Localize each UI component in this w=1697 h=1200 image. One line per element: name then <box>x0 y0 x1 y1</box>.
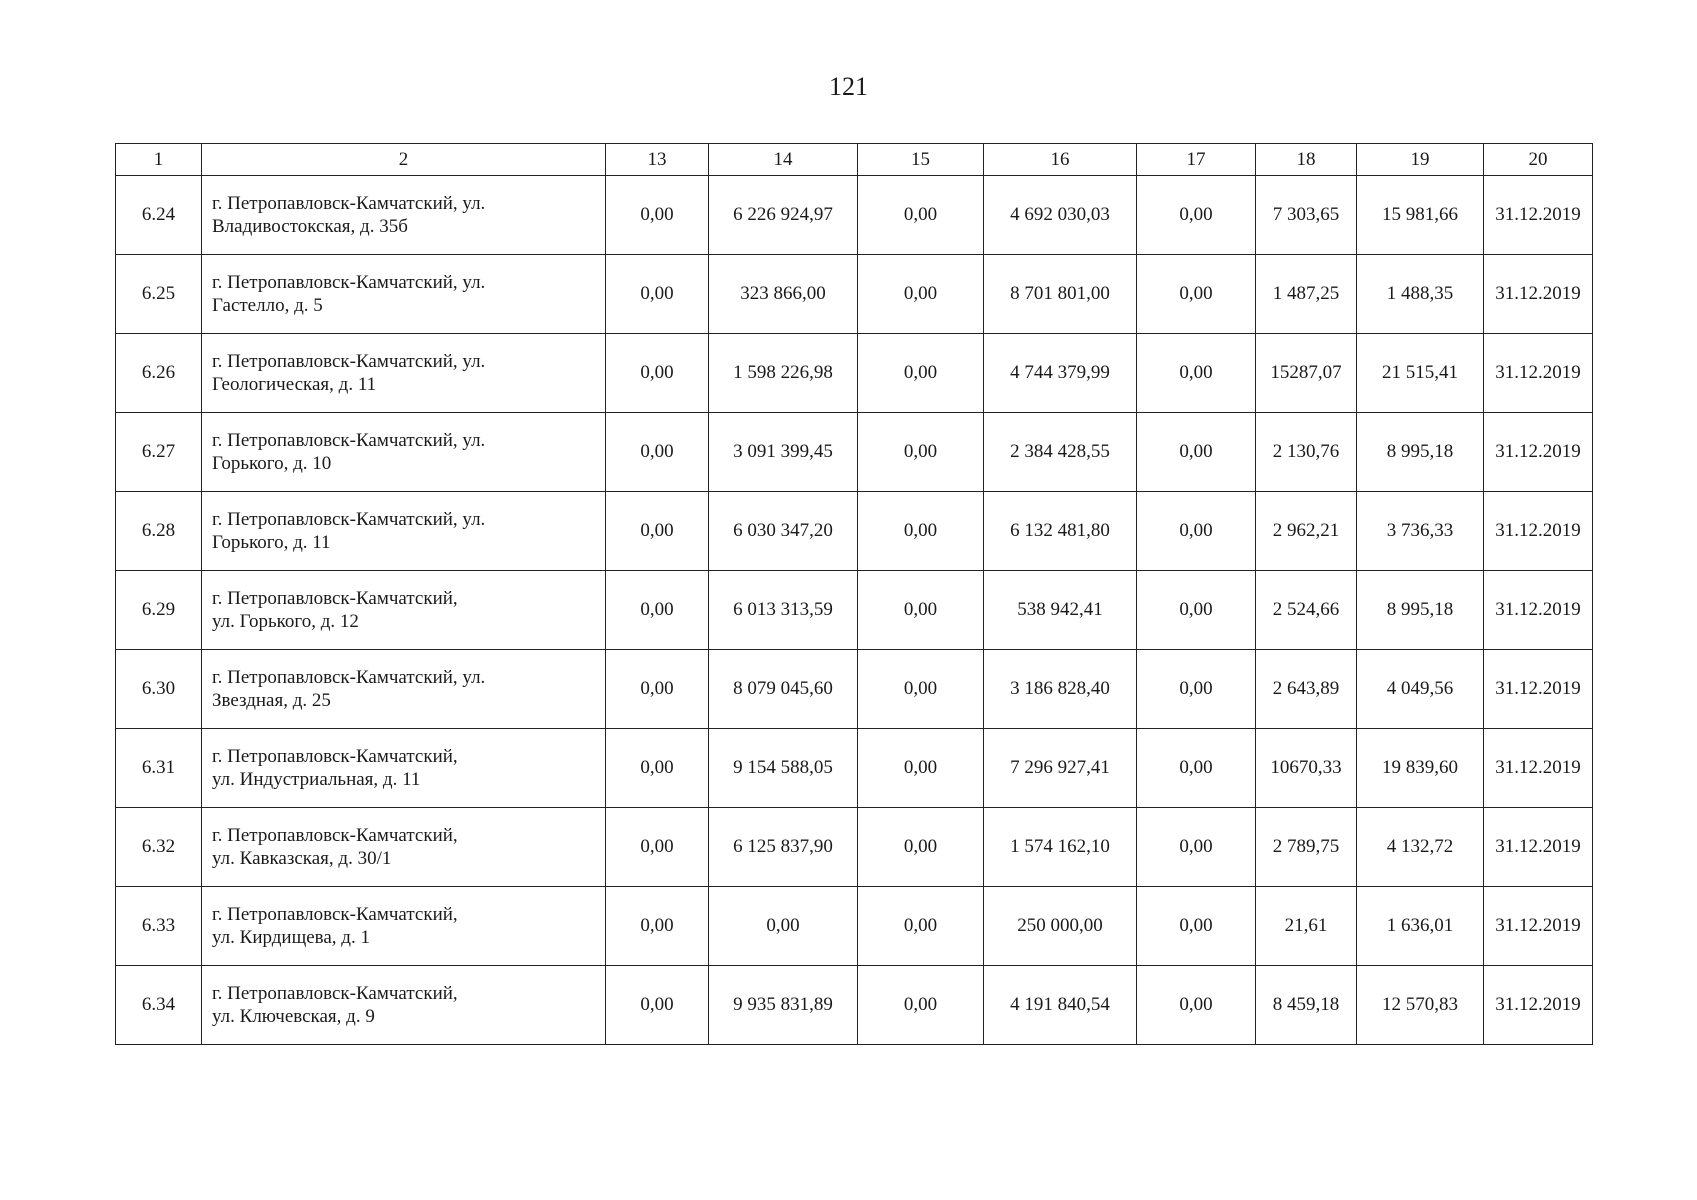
address-line: г. Петропавловск-Камчатский, ул. <box>212 193 486 214</box>
value-cell-16: 538 942,41 <box>984 571 1137 650</box>
value-cell-18: 7 303,65 <box>1256 176 1357 255</box>
row-number-cell: 6.25 <box>116 255 202 334</box>
value-cell-13: 0,00 <box>606 492 709 571</box>
address-cell <box>202 413 606 492</box>
value-cell-19: 21 515,41 <box>1357 334 1484 413</box>
address-line: г. Петропавловск-Камчатский, ул. <box>212 667 486 688</box>
address-cell <box>202 808 606 887</box>
row-number-cell: 6.30 <box>116 650 202 729</box>
value-cell-19: 4 049,56 <box>1357 650 1484 729</box>
value-cell-13: 0,00 <box>606 650 709 729</box>
value-cell-13: 0,00 <box>606 255 709 334</box>
value-cell-14: 1 598 226,98 <box>709 334 858 413</box>
value-cell-13: 0,00 <box>606 808 709 887</box>
address-line: г. Петропавловск-Камчатский, <box>212 983 458 1004</box>
value-cell-16: 7 296 927,41 <box>984 729 1137 808</box>
value-cell-17: 0,00 <box>1137 334 1256 413</box>
table-row <box>116 729 1593 808</box>
value-cell-19: 15 981,66 <box>1357 176 1484 255</box>
address-line: г. Петропавловск-Камчатский, ул. <box>212 351 486 372</box>
address-cell <box>202 255 606 334</box>
column-header: 19 <box>1357 144 1484 176</box>
value-cell-13: 0,00 <box>606 966 709 1045</box>
value-cell-20: 31.12.2019 <box>1484 650 1593 729</box>
row-number-cell: 6.34 <box>116 966 202 1045</box>
address-line: г. Петропавловск-Камчатский, ул. <box>212 430 486 451</box>
value-cell-15: 0,00 <box>858 492 984 571</box>
row-number-cell: 6.24 <box>116 176 202 255</box>
value-cell-16: 6 132 481,80 <box>984 492 1137 571</box>
column-header: 1 <box>116 144 202 176</box>
address-line: Горького, д. 10 <box>212 453 332 474</box>
address-cell <box>202 492 606 571</box>
value-cell-18: 2 962,21 <box>1256 492 1357 571</box>
column-header: 2 <box>202 144 606 176</box>
value-cell-18: 2 643,89 <box>1256 650 1357 729</box>
value-cell-14: 6 125 837,90 <box>709 808 858 887</box>
value-cell-15: 0,00 <box>858 887 984 966</box>
value-cell-20: 31.12.2019 <box>1484 571 1593 650</box>
address-line: ул. Кавказская, д. 30/1 <box>212 848 392 869</box>
value-cell-17: 0,00 <box>1137 808 1256 887</box>
address-line: Горького, д. 11 <box>212 532 331 553</box>
row-number-cell: 6.32 <box>116 808 202 887</box>
value-cell-18: 1 487,25 <box>1256 255 1357 334</box>
address-cell <box>202 334 606 413</box>
table-row <box>116 334 1593 413</box>
value-cell-14: 9 935 831,89 <box>709 966 858 1045</box>
value-cell-15: 0,00 <box>858 808 984 887</box>
table-row <box>116 255 1593 334</box>
value-cell-17: 0,00 <box>1137 729 1256 808</box>
row-number-cell: 6.33 <box>116 887 202 966</box>
header-row <box>116 144 1593 176</box>
value-cell-20: 31.12.2019 <box>1484 492 1593 571</box>
value-cell-20: 31.12.2019 <box>1484 729 1593 808</box>
value-cell-13: 0,00 <box>606 176 709 255</box>
value-cell-17: 0,00 <box>1137 571 1256 650</box>
value-cell-19: 8 995,18 <box>1357 571 1484 650</box>
value-cell-20: 31.12.2019 <box>1484 808 1593 887</box>
value-cell-17: 0,00 <box>1137 255 1256 334</box>
address-line: Звездная, д. 25 <box>212 690 331 711</box>
value-cell-15: 0,00 <box>858 571 984 650</box>
address-line: ул. Кирдищева, д. 1 <box>212 927 370 948</box>
value-cell-16: 4 692 030,03 <box>984 176 1137 255</box>
value-cell-14: 8 079 045,60 <box>709 650 858 729</box>
value-cell-13: 0,00 <box>606 334 709 413</box>
value-cell-20: 31.12.2019 <box>1484 887 1593 966</box>
value-cell-20: 31.12.2019 <box>1484 255 1593 334</box>
row-number-cell: 6.28 <box>116 492 202 571</box>
value-cell-17: 0,00 <box>1137 413 1256 492</box>
page-number: 121 <box>829 72 868 101</box>
value-cell-19: 4 132,72 <box>1357 808 1484 887</box>
data-table <box>115 143 1593 1045</box>
table-row <box>116 808 1593 887</box>
value-cell-14: 0,00 <box>709 887 858 966</box>
value-cell-19: 19 839,60 <box>1357 729 1484 808</box>
table-row <box>116 887 1593 966</box>
value-cell-20: 31.12.2019 <box>1484 176 1593 255</box>
table-row <box>116 650 1593 729</box>
value-cell-13: 0,00 <box>606 729 709 808</box>
value-cell-18: 2 130,76 <box>1256 413 1357 492</box>
value-cell-15: 0,00 <box>858 729 984 808</box>
address-cell <box>202 571 606 650</box>
value-cell-16: 250 000,00 <box>984 887 1137 966</box>
column-header: 15 <box>858 144 984 176</box>
value-cell-14: 6 226 924,97 <box>709 176 858 255</box>
value-cell-18: 15287,07 <box>1256 334 1357 413</box>
address-line: г. Петропавловск-Камчатский, ул. <box>212 272 486 293</box>
value-cell-17: 0,00 <box>1137 176 1256 255</box>
table-row <box>116 176 1593 255</box>
address-line: г. Петропавловск-Камчатский, <box>212 904 458 925</box>
address-cell <box>202 176 606 255</box>
value-cell-14: 3 091 399,45 <box>709 413 858 492</box>
value-cell-15: 0,00 <box>858 334 984 413</box>
value-cell-14: 9 154 588,05 <box>709 729 858 808</box>
value-cell-19: 1 636,01 <box>1357 887 1484 966</box>
value-cell-19: 12 570,83 <box>1357 966 1484 1045</box>
value-cell-16: 2 384 428,55 <box>984 413 1137 492</box>
value-cell-17: 0,00 <box>1137 966 1256 1045</box>
address-cell <box>202 887 606 966</box>
table-row <box>116 966 1593 1045</box>
value-cell-17: 0,00 <box>1137 887 1256 966</box>
row-number-cell: 6.26 <box>116 334 202 413</box>
row-number-cell: 6.31 <box>116 729 202 808</box>
table-row <box>116 413 1593 492</box>
address-line: ул. Индустриальная, д. 11 <box>212 769 421 790</box>
value-cell-13: 0,00 <box>606 887 709 966</box>
address-line: г. Петропавловск-Камчатский, <box>212 825 458 846</box>
column-header: 14 <box>709 144 858 176</box>
row-number-cell: 6.29 <box>116 571 202 650</box>
address-line: Владивостокская, д. 35б <box>212 216 408 237</box>
value-cell-17: 0,00 <box>1137 650 1256 729</box>
address-line: ул. Ключевская, д. 9 <box>212 1006 375 1027</box>
value-cell-14: 323 866,00 <box>709 255 858 334</box>
table-row <box>116 571 1593 650</box>
value-cell-14: 6 030 347,20 <box>709 492 858 571</box>
value-cell-20: 31.12.2019 <box>1484 966 1593 1045</box>
address-cell <box>202 729 606 808</box>
value-cell-15: 0,00 <box>858 966 984 1045</box>
address-line: г. Петропавловск-Камчатский, ул. <box>212 509 486 530</box>
value-cell-13: 0,00 <box>606 571 709 650</box>
value-cell-20: 31.12.2019 <box>1484 413 1593 492</box>
column-header: 20 <box>1484 144 1593 176</box>
value-cell-13: 0,00 <box>606 413 709 492</box>
address-line: Гастелло, д. 5 <box>212 295 323 316</box>
value-cell-17: 0,00 <box>1137 492 1256 571</box>
value-cell-15: 0,00 <box>858 650 984 729</box>
value-cell-16: 8 701 801,00 <box>984 255 1137 334</box>
column-header: 18 <box>1256 144 1357 176</box>
value-cell-18: 2 789,75 <box>1256 808 1357 887</box>
column-header: 17 <box>1137 144 1256 176</box>
value-cell-15: 0,00 <box>858 413 984 492</box>
row-number-cell: 6.27 <box>116 413 202 492</box>
table-row <box>116 492 1593 571</box>
value-cell-19: 8 995,18 <box>1357 413 1484 492</box>
value-cell-16: 3 186 828,40 <box>984 650 1137 729</box>
address-line: г. Петропавловск-Камчатский, <box>212 588 458 609</box>
value-cell-16: 1 574 162,10 <box>984 808 1137 887</box>
address-cell <box>202 650 606 729</box>
value-cell-18: 2 524,66 <box>1256 571 1357 650</box>
address-line: г. Петропавловск-Камчатский, <box>212 746 458 767</box>
value-cell-19: 3 736,33 <box>1357 492 1484 571</box>
value-cell-14: 6 013 313,59 <box>709 571 858 650</box>
value-cell-15: 0,00 <box>858 255 984 334</box>
value-cell-20: 31.12.2019 <box>1484 334 1593 413</box>
column-header: 16 <box>984 144 1137 176</box>
value-cell-18: 10670,33 <box>1256 729 1357 808</box>
address-line: Геологическая, д. 11 <box>212 374 377 395</box>
column-header: 13 <box>606 144 709 176</box>
address-cell <box>202 966 606 1045</box>
value-cell-15: 0,00 <box>858 176 984 255</box>
address-line: ул. Горького, д. 12 <box>212 611 359 632</box>
value-cell-16: 4 744 379,99 <box>984 334 1137 413</box>
value-cell-18: 21,61 <box>1256 887 1357 966</box>
table-body <box>116 176 1593 1045</box>
value-cell-18: 8 459,18 <box>1256 966 1357 1045</box>
value-cell-19: 1 488,35 <box>1357 255 1484 334</box>
value-cell-16: 4 191 840,54 <box>984 966 1137 1045</box>
